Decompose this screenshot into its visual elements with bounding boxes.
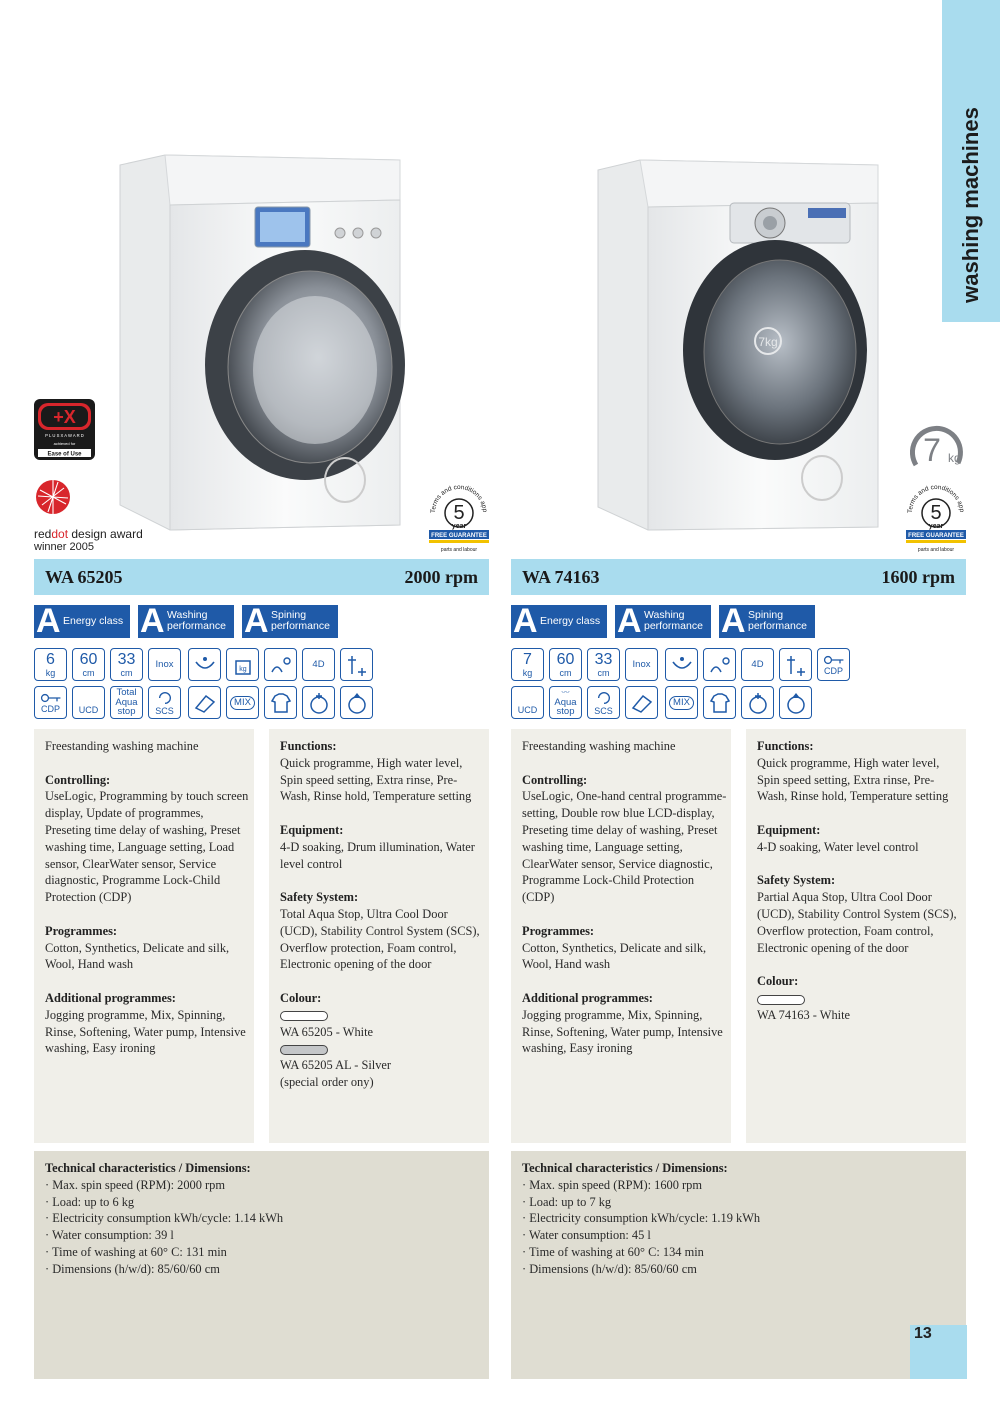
mix-programme-icon	[665, 686, 698, 719]
rating-label: Energy class	[540, 615, 601, 627]
section-title: Colour:	[757, 974, 799, 989]
icon-unit: kg	[522, 667, 533, 678]
icon-unit: cm	[559, 667, 572, 678]
rating-label: Washing	[644, 609, 685, 621]
ultra-cool-door-icon	[511, 686, 544, 719]
child-protection-icon	[817, 648, 850, 681]
spin-speed: 2000 rpm	[404, 567, 478, 587]
equipment-text: 4-D soaking, Drum illumination, Water level control	[280, 839, 475, 871]
rating-letter: A	[140, 602, 165, 640]
additional-programmes-text: Jogging programme, Mix, Spinning, Rinse, Softening, Water pump, Intensive washing, Easy ironing	[522, 1007, 723, 1056]
icon-value: 6	[46, 650, 55, 668]
guarantee-banner: FREE GUARANTEE	[908, 533, 964, 539]
rating-label: performance	[644, 620, 703, 632]
rating-label: Spining	[748, 609, 784, 621]
functions-text: Quick programme, High water level, Spin speed setting, Extra rinse, Pre-Wash, Rinse hold, Temperature setting	[280, 755, 472, 804]
icon-value: 7	[523, 650, 532, 668]
door-opening-icon	[779, 686, 812, 719]
reddot-logo	[34, 478, 74, 518]
rating-label: Washing	[167, 609, 208, 621]
extra-rinse-icon	[340, 648, 373, 681]
door-opening-icon	[340, 686, 373, 719]
guarantee-arc-text: Terms and conditions app	[429, 483, 489, 514]
easy-ironing-icon	[188, 686, 221, 719]
product-1-left-text	[45, 738, 250, 1057]
icon-label: SCS	[155, 705, 174, 716]
aqua-stop-icon	[110, 686, 143, 719]
colour-option: WA 65205 - White	[280, 1024, 374, 1039]
tech-line: · Dimensions (h/w/d): 85/60/60 cm	[45, 1261, 220, 1276]
section-title: Equipment:	[280, 822, 344, 837]
door-size-icon	[110, 648, 143, 681]
rating-label: performance	[271, 620, 330, 632]
controlling-text: UseLogic, Programming by touch screen display, Update of programmes, Preseting time delay of washing, Preset washing time, Language setting, Load sensor, ClearWater sensor, Service diagnostic, Programme Lock-Child Protection (CDP)	[45, 789, 249, 905]
icon-unit: cm	[82, 667, 95, 678]
reddot-red: dot	[51, 527, 69, 541]
rating-label: Energy class	[63, 615, 124, 627]
plusx-award-text: P L U S X A W A R D	[45, 433, 84, 438]
product-2-technical-text	[522, 1160, 902, 1278]
icon-value: 33	[594, 650, 613, 668]
rating-label: performance	[748, 620, 807, 632]
washer-image-1	[100, 145, 430, 545]
icon-label: UCD	[78, 704, 99, 715]
section-title: Colour:	[280, 990, 322, 1005]
colour-option: WA 65205 AL - Silver	[280, 1058, 392, 1073]
tech-line: · Time of washing at 60° C: 134 min	[522, 1244, 704, 1259]
safety-text: Total Aqua Stop, Ultra Cool Door (UCD), Stability Control System (SCS), Overflow protection, Foam control, Electronic opening of the door	[280, 906, 480, 972]
door-size-icon	[587, 648, 620, 681]
icon-label: CDP	[823, 665, 843, 676]
energy-class-rating	[34, 602, 130, 640]
kg-capacity-badge	[906, 425, 966, 477]
icon-label: MIX	[669, 696, 694, 710]
spin-speed: 1600 rpm	[881, 567, 955, 587]
icon-value: 33	[117, 650, 136, 668]
guarantee-years: 5	[930, 502, 942, 524]
machine-type: Freestanding washing machine	[522, 739, 676, 753]
drum-illumination-icon	[741, 686, 774, 719]
safety-text: Partial Aqua Stop, Ultra Cool Door (UCD), Stability Control System (SCS), Overflow protection, Foam control, Electronic opening of the door	[757, 890, 957, 955]
section-title: Functions:	[757, 739, 814, 753]
washing-performance-rating	[615, 602, 711, 640]
mix-programme-icon	[226, 686, 259, 719]
reddot-prefix: red	[34, 527, 52, 541]
ultra-cool-door-icon	[72, 686, 105, 719]
icon-label: stop	[556, 706, 575, 718]
shirt-icon	[703, 686, 736, 719]
tech-line: · Load: up to 7 kg	[522, 1194, 612, 1209]
guarantee-year-label: year	[928, 523, 944, 530]
reddot-suffix: design award	[68, 527, 143, 541]
rating-letter: A	[617, 602, 642, 640]
clearwater-sensor-icon	[703, 648, 736, 681]
plusx-achieved-text: achieved for	[53, 441, 76, 446]
icon-label: stop	[117, 706, 136, 718]
easy-ironing-icon	[625, 686, 658, 719]
extra-rinse-icon	[779, 648, 812, 681]
stability-control-icon	[587, 686, 620, 719]
kg-badge-unit: kg	[948, 451, 961, 465]
section-title: Additional programmes:	[522, 990, 653, 1005]
equipment-text: 4-D soaking, Water level control	[757, 839, 919, 854]
svg-text:+X: +X	[53, 407, 76, 427]
icon-label: 4D	[751, 658, 764, 670]
product-2-left-text	[522, 738, 727, 1057]
drum-illumination-icon	[302, 686, 335, 719]
tech-title: Technical characteristics / Dimensions:	[522, 1161, 728, 1175]
tech-line: · Max. spin speed (RPM): 2000 rpm	[45, 1177, 225, 1192]
guarantee-footer: parts and labour	[917, 547, 955, 553]
load-sensor-icon	[226, 648, 259, 681]
guarantee-banner: FREE GUARANTEE	[431, 533, 487, 539]
section-title: Equipment:	[757, 822, 821, 837]
rating-letter: A	[513, 602, 538, 640]
icon-unit: kg	[45, 667, 56, 678]
tech-line: · Electricity consumption kWh/cycle: 1.19 kWh	[522, 1211, 761, 1226]
kg-badge-value: 7	[923, 432, 941, 468]
4d-soaking-icon	[741, 648, 774, 681]
shirt-icon	[264, 686, 297, 719]
icon-label: SCS	[594, 705, 613, 716]
aqua-stop-icon: 〰 Aqua stop	[549, 686, 582, 719]
page-number: 13	[914, 1325, 932, 1342]
drum-badge-text: 7kg	[758, 335, 778, 349]
icon-value: 60	[79, 650, 98, 668]
tech-line: · Electricity consumption kWh/cycle: 1.14 kWh	[45, 1211, 284, 1226]
product-1-technical-text	[45, 1160, 475, 1278]
section-title: Functions:	[280, 739, 337, 753]
section-title: Safety System:	[280, 890, 359, 905]
reddot-award-text	[34, 528, 143, 554]
programmes-text: Cotton, Synthetics, Delicate and silk, Wool, Hand wash	[45, 940, 230, 972]
colour-option: WA 74163 - White	[757, 1007, 851, 1022]
rating-label: Spining	[271, 609, 307, 621]
icon-label: 4D	[312, 658, 325, 670]
colour-note: (special order ony)	[280, 1074, 374, 1089]
tech-line: · Water consumption: 45 l	[522, 1228, 651, 1243]
guarantee-badge-2	[904, 483, 968, 555]
spin-performance-rating	[242, 602, 338, 640]
machine-type: Freestanding washing machine	[45, 739, 199, 753]
guarantee-footer: parts and labour	[440, 547, 478, 553]
inox-drum-icon	[625, 648, 658, 681]
tech-line: · Max. spin speed (RPM): 1600 rpm	[522, 1177, 702, 1192]
section-title: Programmes:	[522, 923, 595, 938]
guarantee-arc-text: Terms and conditions app	[906, 483, 966, 514]
tech-title: Technical characteristics / Dimensions:	[45, 1161, 251, 1175]
energy-class-rating	[511, 602, 607, 640]
icon-label: CDP	[40, 703, 60, 714]
colour-swatch-white	[757, 995, 805, 1005]
icon-label: Inox	[155, 658, 174, 670]
sidebar-tab-label-wrap	[942, 0, 1000, 322]
child-protection-icon	[34, 686, 67, 719]
model-name: WA 65205	[45, 567, 123, 587]
product-header-2	[511, 559, 966, 595]
icon-value: 60	[556, 650, 575, 668]
icon-label: MIX	[230, 696, 255, 710]
spin-performance-rating	[719, 602, 815, 640]
icon-label: Inox	[632, 658, 651, 670]
clearwater-sensor-icon	[264, 648, 297, 681]
icon-label: Total	[116, 687, 137, 699]
guarantee-year-label: year	[451, 523, 467, 530]
plusx-category-text: Ease of Use	[47, 451, 82, 458]
functions-text: Quick programme, High water level, Spin speed setting, Extra rinse, Pre-Wash, Rinse hold, Temperature setting	[757, 755, 949, 804]
model-name: WA 74163	[522, 567, 600, 587]
page-number-tab	[910, 1325, 967, 1379]
section-title: Programmes:	[45, 923, 118, 938]
icon-label: Aqua	[554, 696, 577, 708]
controlling-text: UseLogic, One-hand central programme-setting, Double row blue LCD-display, Preseting time delay of washing, Preset washing time, Language setting, ClearWater sensor, Service diagnostic, Programme Lock-Child Protection (CDP)	[522, 789, 727, 905]
programmes-text: Cotton, Synthetics, Delicate and silk, Wool, Hand wash	[522, 940, 707, 972]
guarantee-years: 5	[453, 502, 465, 524]
tech-line: · Time of washing at 60° C: 131 min	[45, 1244, 227, 1259]
section-title: Controlling:	[522, 772, 588, 787]
width-icon	[72, 648, 105, 681]
additional-programmes-text: Jogging programme, Mix, Spinning, Rinse, Softening, Water pump, Intensive washing, Easy ironing	[45, 1007, 246, 1056]
tech-line: · Water consumption: 39 l	[45, 1228, 174, 1243]
section-title: Safety System:	[757, 873, 836, 888]
rating-label: performance	[167, 620, 226, 632]
4d-soaking-icon	[302, 648, 335, 681]
colour-swatch-white	[280, 1011, 328, 1021]
icon-label: UCD	[517, 704, 538, 715]
rating-letter: A	[36, 602, 61, 640]
product-1-right-text	[280, 738, 485, 1091]
washer-image-2	[580, 145, 910, 545]
product-2-right-text	[757, 738, 962, 1024]
load-capacity-icon	[34, 648, 67, 681]
section-title: Controlling:	[45, 772, 111, 787]
svg-text:kg: kg	[238, 665, 247, 673]
product-header-1	[34, 559, 489, 595]
sidebar-tab-label: washing machines	[958, 107, 983, 303]
quick-wash-icon	[665, 648, 698, 681]
colour-swatch-silver	[280, 1045, 328, 1055]
guarantee-badge-1	[427, 483, 491, 555]
icon-unit: cm	[597, 667, 610, 678]
washing-performance-rating	[138, 602, 234, 640]
width-icon	[549, 648, 582, 681]
section-title: Additional programmes:	[45, 990, 176, 1005]
load-capacity-icon	[511, 648, 544, 681]
plusx-award-logo	[34, 399, 95, 460]
inox-drum-icon	[148, 648, 181, 681]
rating-letter: A	[244, 602, 269, 640]
reddot-year: winner 2005	[34, 541, 94, 553]
icon-label: Aqua	[115, 696, 138, 708]
stability-control-icon	[148, 686, 181, 719]
tech-line: · Dimensions (h/w/d): 85/60/60 cm	[522, 1261, 697, 1276]
icon-unit: cm	[120, 667, 133, 678]
tech-line: · Load: up to 6 kg	[45, 1194, 135, 1209]
quick-wash-icon	[188, 648, 221, 681]
rating-letter: A	[721, 602, 746, 640]
